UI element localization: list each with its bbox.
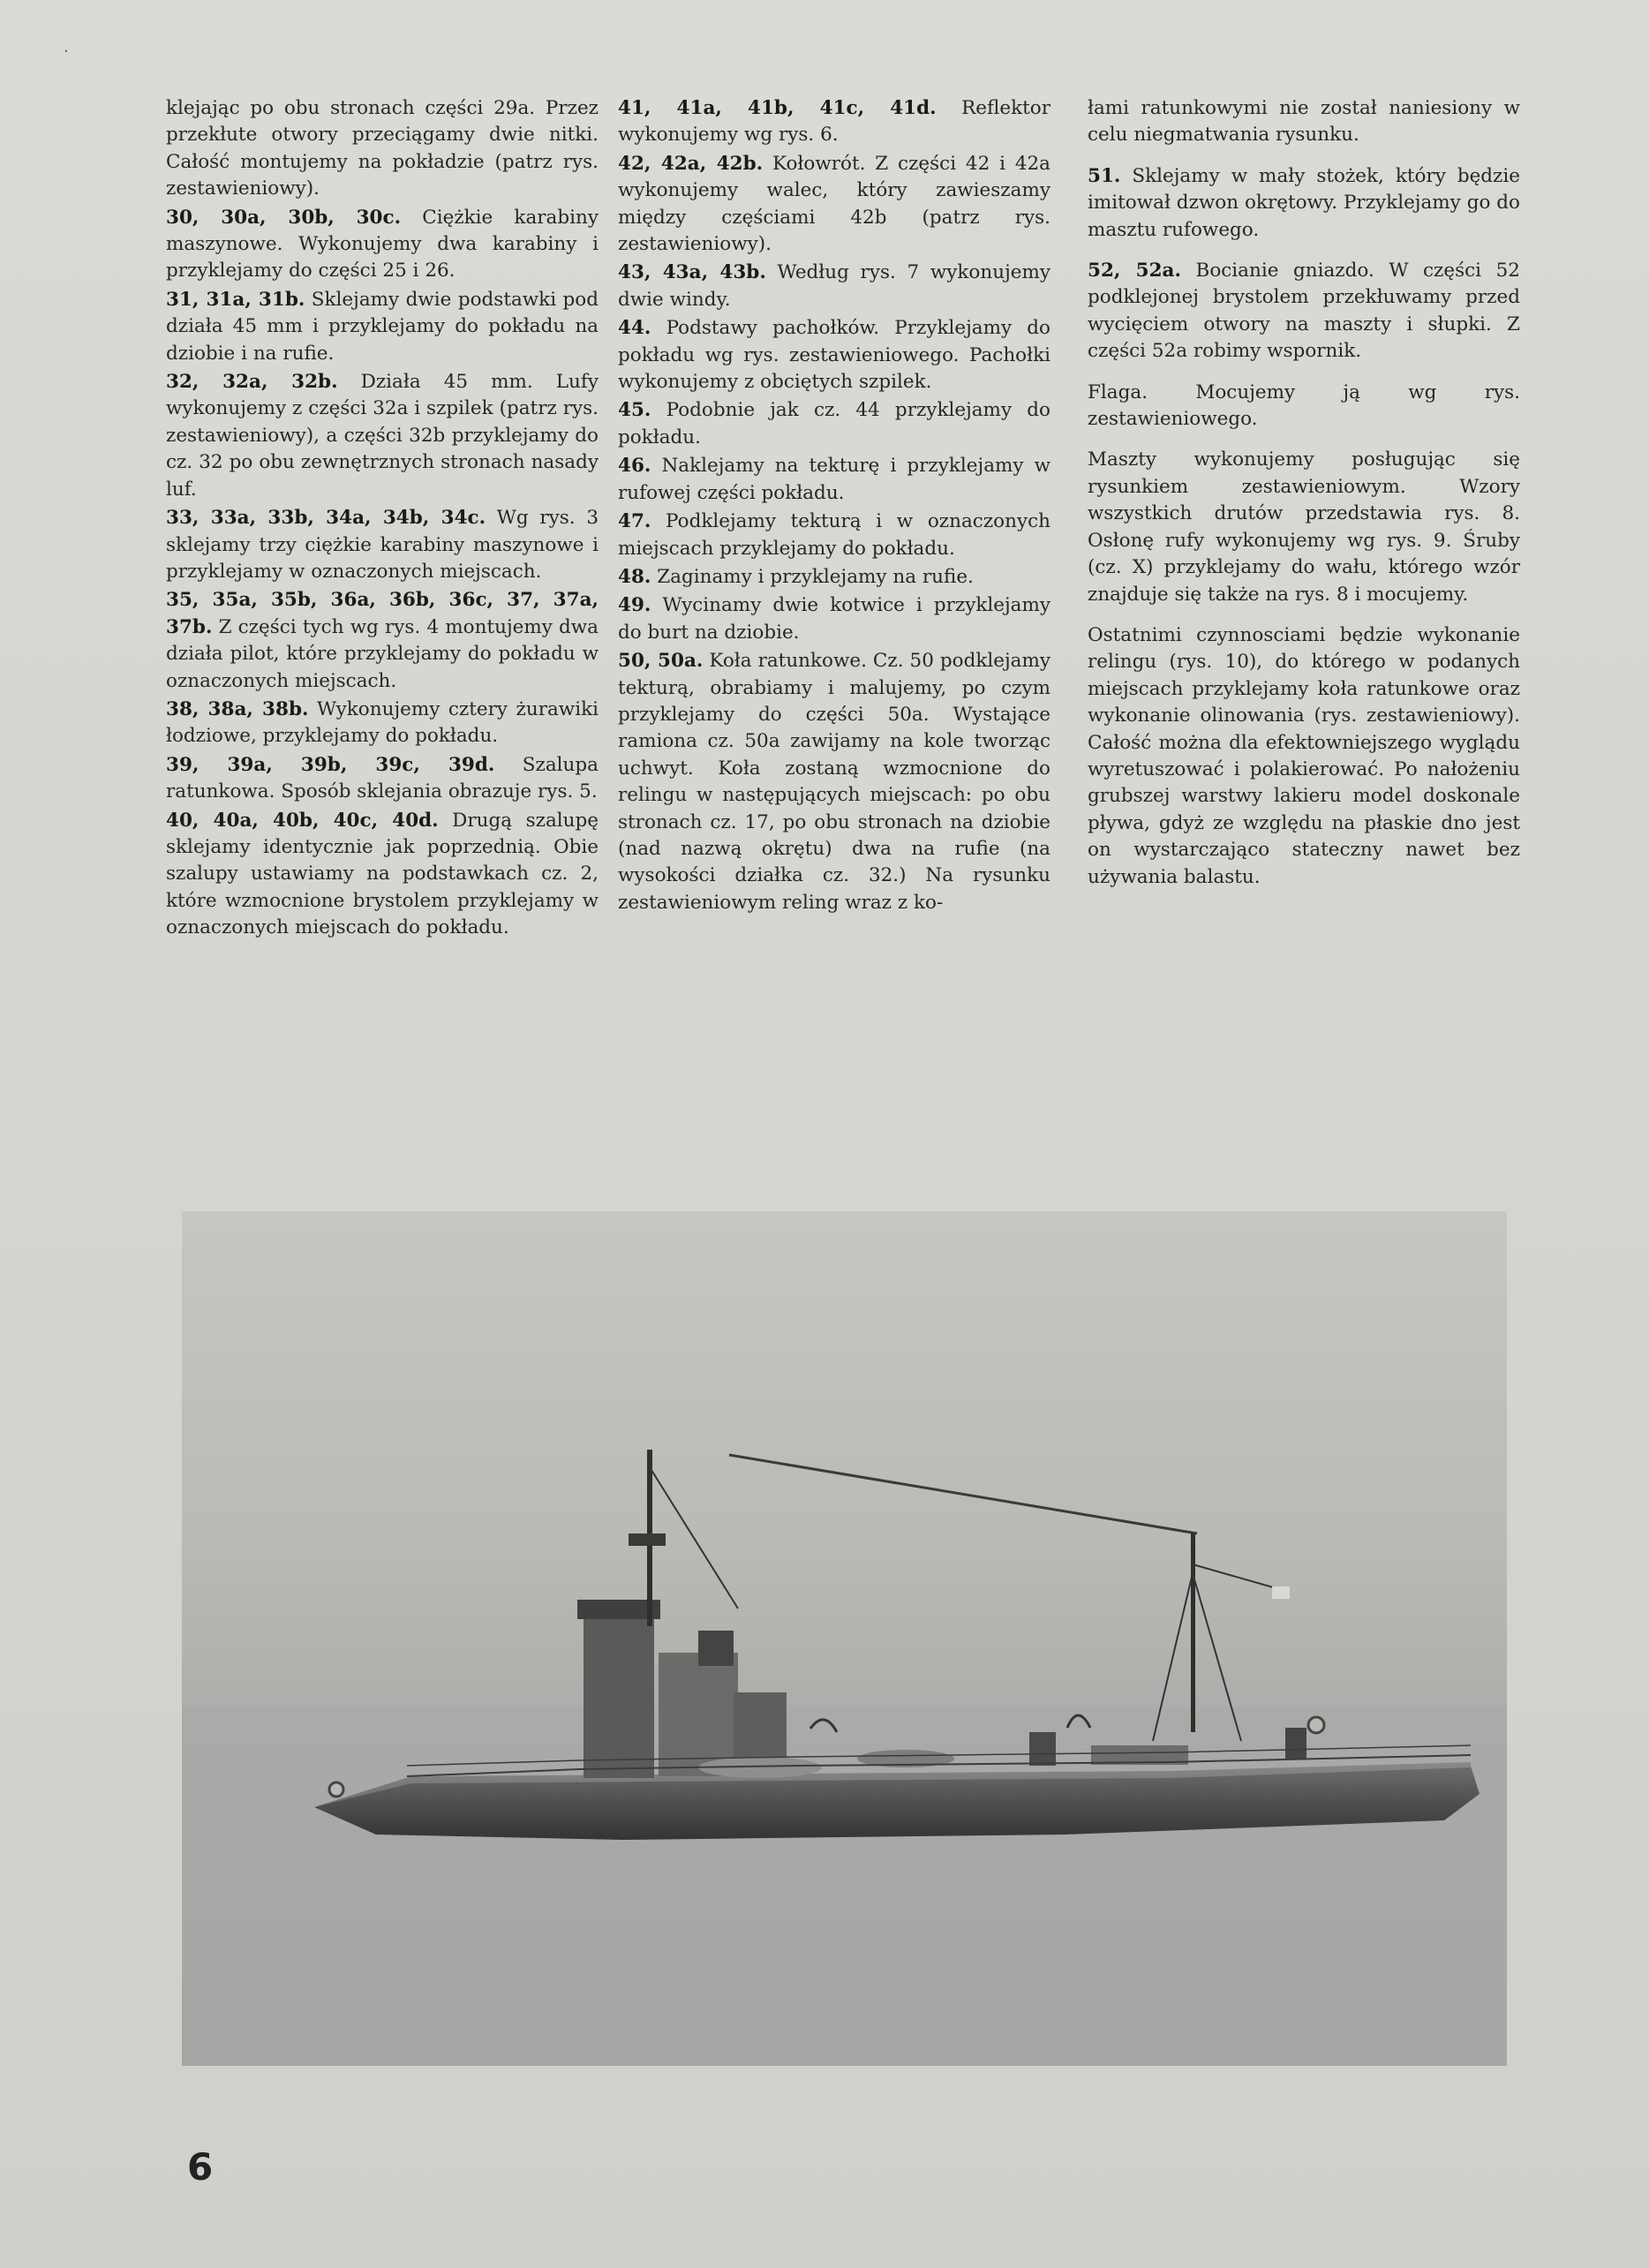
paragraph: [618, 151, 1050, 259]
paragraph: [166, 505, 599, 585]
item-number: 44.: [618, 317, 651, 340]
paragraph: [618, 315, 1050, 396]
item-number: 32, 32a, 32b.: [166, 371, 338, 394]
paragraph-text: Sklejamy w mały stożek, który będzie imitował dzwon okrętowy. Przyklejamy go do masztu rufowego.: [1088, 164, 1520, 241]
paragraph: [618, 509, 1050, 562]
paragraph-text: Kołowrót. Z części 42 i 42a wykonujemy walec, który zawieszamy między częściami 42b (patrz rys. zestawieniowy).: [618, 152, 1050, 256]
paragraph: [618, 648, 1050, 916]
item-number: 51.: [1088, 164, 1121, 187]
item-number: 33, 33a, 33b, 34a, 34b, 34c.: [166, 507, 486, 530]
paragraph: [618, 95, 1050, 149]
text-column-3: [1088, 95, 1520, 893]
paragraph: [618, 453, 1050, 507]
paragraph-text: Wycinamy dwie kotwice i przyklejamy do burt na dziobie.: [618, 594, 1050, 644]
paragraph-text: klejając po obu stronach części 29a. Przez przekłute otwory przeciągamy dwie nitki. Całość montujemy na pokładzie (patrz rys. zestawieniowy).: [166, 97, 599, 200]
item-number: 50, 50a.: [618, 650, 704, 673]
paragraph: [618, 260, 1050, 313]
paragraph-text: Koła ratunkowe. Cz. 50 podklejamy tekturą, obrabiamy i malujemy, po czym przyklejamy do części 50a. Wystające ramiona cz. 50a zawijamy na kole tworząc uchwyt. Koła zostaną wzmocnione do relingu w następujących miejscach: po obu stronach cz. 17, po obu stronach na dziobie (nad nazwą okrętu) dwa na rufie (na wysokości działka cz. 32.) Na rysunku zestawieniowym reling wraz z ko-: [618, 650, 1050, 914]
paragraph: [1088, 258, 1520, 365]
paragraph-text: Naklejamy na tekturę i przyklejamy w rufowej części pokładu.: [618, 455, 1050, 504]
paragraph-text: Z części tych wg rys. 4 montujemy dwa działa pilot, które przyklejamy do pokładu w oznaczonych miejscach.: [166, 615, 599, 692]
print-speck: ·: [64, 42, 69, 61]
item-number: 52, 52a.: [1088, 260, 1181, 283]
item-number: 35, 35a, 35b, 36a, 36b, 36c, 37, 37a, 37b.: [166, 589, 599, 638]
paragraph-text: Ostatnimi czynnosciami będzie wykonanie relingu (rys. 10), do którego w podanych miejscach przyklejamy koła ratunkowe oraz wykonanie olinowania (rys. zestawieniowy). Całość można dla efektowniejszego wyglądu wyretuszować i polakierować. Po nałożeniu grubszej warstwy lakieru model doskonale pływa, gdyż ze względu na płaskie dno jest on wystarczająco stateczny nawet bez używania balastu.: [1088, 623, 1520, 888]
paragraph: [166, 808, 599, 942]
paragraph: [1088, 380, 1520, 433]
paragraph-text: Podstawy pachołków. Przyklejamy do pokładu wg rys. zestawieniowego. Pachołki wykonujemy z obciętych szpilek.: [618, 317, 1050, 394]
ship-model-photo: [182, 1211, 1507, 2066]
paragraph: [166, 587, 599, 695]
item-number: 47.: [618, 510, 651, 533]
paragraph-text: Drugą szalupę sklejamy identycznie jak poprzednią. Obie szalupy ustawiamy na podstawkach cz. 2, które wzmocnione brystolem przyklejamy w oznaczonych miejscach do pokładu.: [166, 809, 599, 939]
paragraph: [1088, 163, 1520, 244]
paragraph-text: Szalupa ratunkowa. Sposób sklejania obrazuje rys. 5.: [166, 753, 599, 803]
item-number: 43, 43a, 43b.: [618, 261, 766, 284]
paragraph-text: Działa 45 mm. Lufy wykonujemy z części 32a i szpilek (patrz rys. zestawieniowy), a części 32b przyklejamy do cz. 32 po obu zewnętrznych stronach nasady luf.: [166, 371, 599, 501]
ship-model-illustration: [182, 1211, 1507, 2066]
item-number: 41, 41a, 41b, 41c, 41d.: [618, 97, 937, 119]
item-number: 48.: [618, 565, 651, 588]
paragraph: [166, 287, 599, 367]
paragraph: [618, 564, 1050, 591]
paragraph: [166, 369, 599, 503]
text-column-1: [166, 95, 599, 944]
item-number: 39, 39a, 39b, 39c, 39d.: [166, 753, 495, 776]
paragraph-text: Reflektor wykonujemy wg rys. 6.: [618, 97, 1050, 147]
item-number: 42, 42a, 42b.: [618, 152, 764, 175]
paragraph-text: Flaga. Mocujemy ją wg rys. zestawieniowego.: [1088, 381, 1520, 431]
paragraph-text: Zaginamy i przyklejamy na rufie.: [651, 565, 974, 588]
paragraph-text: łami ratunkowymi nie został naniesiony w celu niegmatwania rysunku.: [1088, 97, 1520, 147]
paragraph-text: Ciężkie karabiny maszynowe. Wykonujemy dwa karabiny i przyklejamy do części 25 i 26.: [166, 206, 599, 283]
text-column-2: [618, 95, 1050, 918]
paragraph-text: Podobnie jak cz. 44 przyklejamy do pokładu.: [618, 399, 1050, 448]
item-number: 30, 30a, 30b, 30c.: [166, 206, 402, 229]
paragraph: [166, 205, 599, 285]
item-number: 49.: [618, 594, 651, 617]
paragraph: [166, 697, 599, 750]
paragraph-text: Bocianie gniazdo. W części 52 podklejonej brystolem przekłuwamy przed wycięciem otwory na maszty i słupki. Z części 52a robimy wspornik.: [1088, 260, 1520, 363]
item-number: 45.: [618, 399, 651, 422]
paragraph: [1088, 95, 1520, 149]
item-number: 38, 38a, 38b.: [166, 697, 309, 720]
paragraph-text: Maszty wykonujemy posługując się rysunkiem zestawieniowym. Wzory wszystkich drutów przedstawia rys. 8. Osłonę rufy wykonujemy wg rys. 9. Śruby (cz. X) przyklejamy do wału, którego wzór znajduje się także na rys. 8 i mocujemy.: [1088, 448, 1520, 606]
paragraph: [166, 752, 599, 806]
paragraph-text: Podklejamy tekturą i w oznaczonych miejscach przyklejamy do pokładu.: [618, 510, 1050, 560]
paragraph-text: Wykonujemy cztery żurawiki łodziowe, przyklejamy do pokładu.: [166, 697, 599, 748]
paragraph: [618, 592, 1050, 646]
paragraph: [618, 397, 1050, 451]
paragraph-text: Sklejamy dwie podstawki pod działa 45 mm i przyklejamy do pokładu na dziobie i na rufie.: [166, 288, 599, 365]
paragraph-text: Wg rys. 3 sklejamy trzy ciężkie karabiny maszynowe i przyklejamy w oznaczonych miejscach.: [166, 507, 599, 583]
item-number: 40, 40a, 40b, 40c, 40d.: [166, 809, 439, 832]
paragraph: [1088, 622, 1520, 891]
paragraph: [1088, 447, 1520, 607]
page-number: 6: [187, 2145, 214, 2189]
paragraph: [166, 95, 599, 203]
item-number: 31, 31a, 31b.: [166, 288, 305, 311]
item-number: 46.: [618, 455, 651, 478]
paragraph-text: Według rys. 7 wykonujemy dwie windy.: [618, 261, 1050, 311]
